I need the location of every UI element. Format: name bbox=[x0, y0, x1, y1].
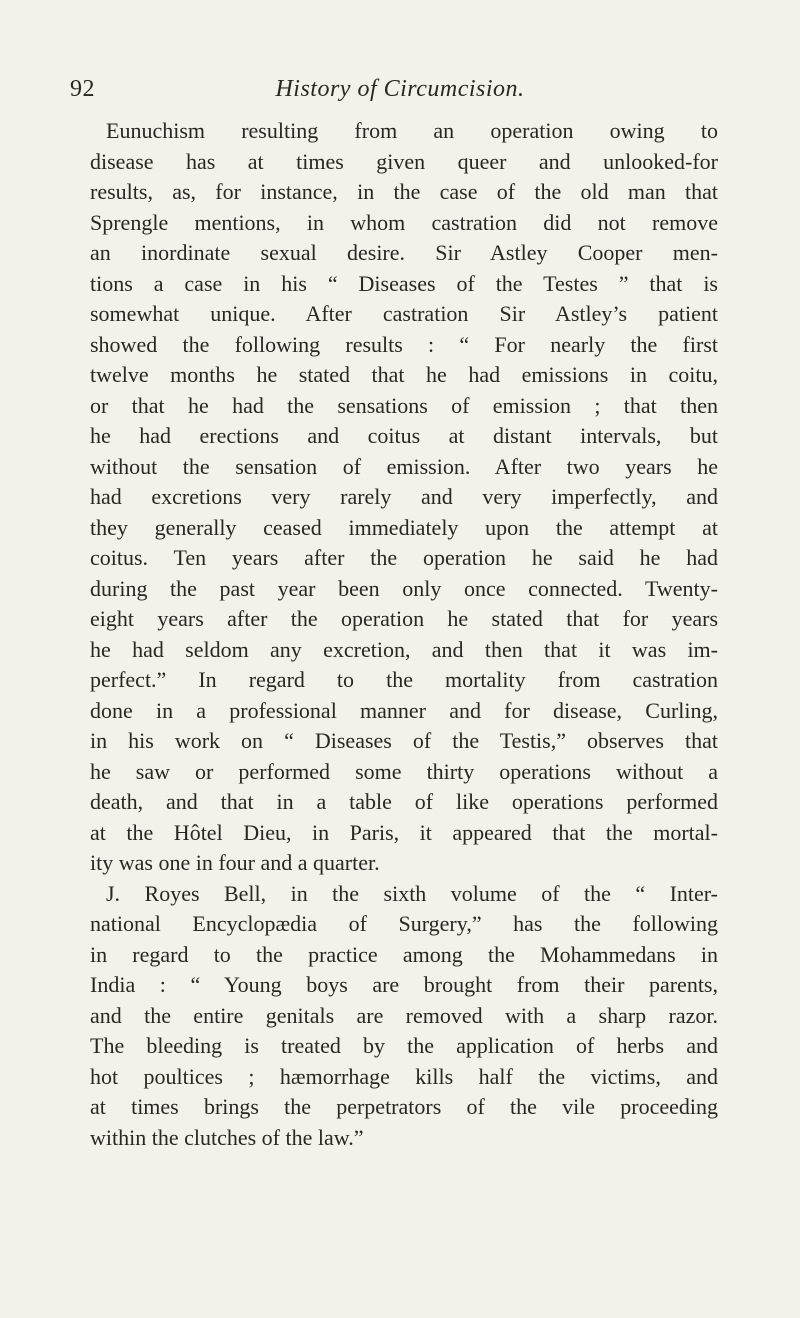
text-line: J. Royes Bell, in the sixth volume of the “ Inter- bbox=[106, 880, 718, 906]
text-line: in regard to the practice among the Mohammedans in bbox=[90, 941, 718, 967]
text-line: results, as, for instance, in the case of the old man that bbox=[90, 179, 718, 204]
text-line: hot poultices ; hæmorrhage kills half the victims, and bbox=[90, 1063, 718, 1089]
text-line: he had seldom any excretion, and then that it was im- bbox=[90, 636, 718, 662]
paragraph-1 bbox=[90, 116, 718, 879]
text-line: perfect.” In regard to the mortality from castration bbox=[90, 667, 718, 692]
text-line: they generally ceased immediately upon the attempt at bbox=[90, 514, 718, 540]
text-line: showed the following results : “ For nearly the first bbox=[90, 331, 718, 357]
text-line: disease has at times given queer and unlooked-for bbox=[90, 148, 718, 174]
text-line: twelve months he stated that he had emissions in coitu, bbox=[90, 362, 718, 387]
text-line: coitus. Ten years after the operation he said he had bbox=[90, 545, 718, 570]
text-line: The bleeding is treated by the application of herbs and bbox=[90, 1033, 718, 1058]
text-line: he saw or performed some thirty operations without a bbox=[90, 758, 718, 784]
text-line: Sprengle mentions, in whom castration did not remove bbox=[90, 209, 718, 235]
running-title: History of Circumcision. bbox=[275, 76, 525, 102]
text-line: India : “ Young boys are brought from their parents, bbox=[90, 972, 718, 997]
text-line: in his work on “ Diseases of the Testis,” observes that bbox=[90, 728, 718, 753]
text-line: at the Hôtel Dieu, in Paris, it appeared that the mortal- bbox=[90, 819, 718, 845]
text-line: death, and that in a table of like operations performed bbox=[90, 789, 718, 814]
text-line: tions a case in his “ Diseases of the Testes ” that is bbox=[90, 270, 718, 296]
text-line: within the clutches of the law.” bbox=[90, 1124, 364, 1150]
text-line: somewhat unique. After castration Sir Astley’s patient bbox=[90, 301, 718, 326]
text-line: done in a professional manner and for disease, Curling, bbox=[90, 697, 718, 723]
body-text bbox=[90, 116, 718, 1153]
text-line: or that he had the sensations of emission ; that then bbox=[90, 392, 718, 418]
text-line: an inordinate sexual desire. Sir Astley Cooper men- bbox=[90, 240, 718, 265]
text-line: and the entire genitals are removed with a sharp razor. bbox=[90, 1002, 718, 1028]
text-line: national Encyclopædia of Surgery,” has the following bbox=[90, 911, 718, 936]
text-line: eight years after the operation he stated that for years bbox=[90, 606, 718, 631]
text-line: at times brings the perpetrators of the vile proceeding bbox=[90, 1094, 718, 1119]
text-line: Eunuchism resulting from an operation owing to bbox=[106, 118, 718, 143]
page-header bbox=[70, 76, 730, 116]
text-line: without the sensation of emission. After two years he bbox=[90, 453, 718, 479]
text-line: during the past year been only once connected. Twenty- bbox=[90, 575, 718, 601]
text-line: he had erections and coitus at distant intervals, but bbox=[90, 423, 718, 448]
text-line: ity was one in four and a quarter. bbox=[90, 850, 380, 875]
page-number: 92 bbox=[70, 76, 95, 102]
paragraph-2 bbox=[90, 879, 718, 1154]
text-line: had excretions very rarely and very imperfectly, and bbox=[90, 484, 718, 509]
